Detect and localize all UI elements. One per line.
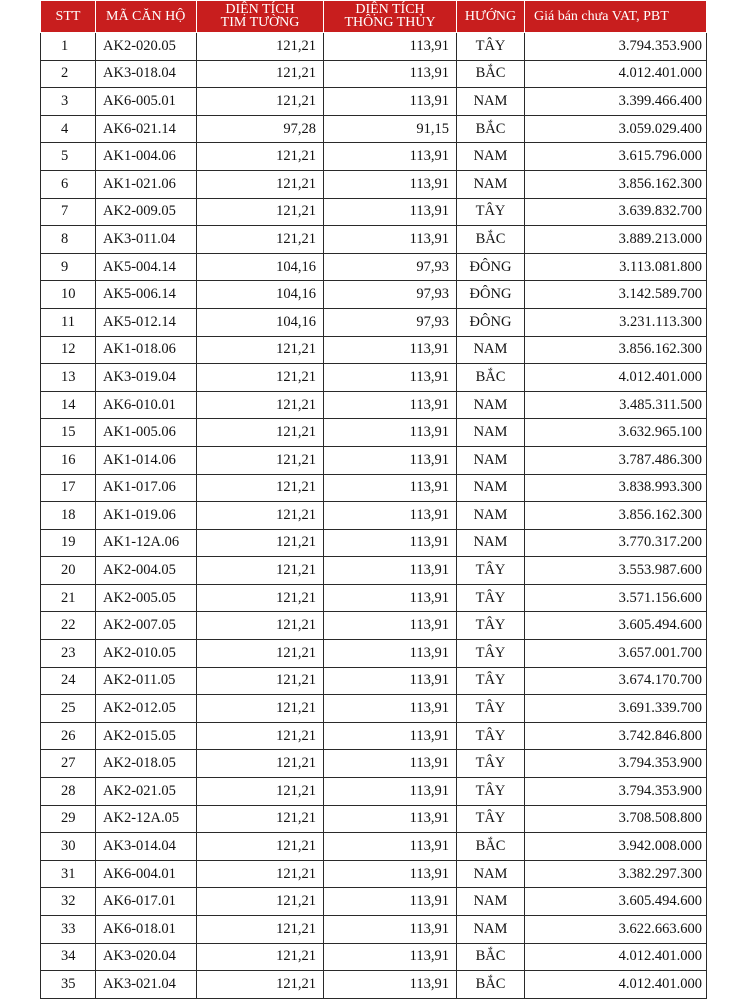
cell-gia-ban: 3.794.353.900 bbox=[525, 750, 707, 778]
cell-ma-can-ho: AK6-018.01 bbox=[96, 916, 197, 944]
cell-dien-tich-tim-tuong: 121,21 bbox=[197, 943, 324, 971]
cell-dien-tich-thong-thuy: 91,15 bbox=[324, 115, 457, 143]
cell-dien-tich-tim-tuong: 121,21 bbox=[197, 198, 324, 226]
cell-dien-tich-thong-thuy: 113,91 bbox=[324, 336, 457, 364]
cell-stt: 10 bbox=[41, 281, 96, 309]
cell-stt: 6 bbox=[41, 170, 96, 198]
cell-dien-tich-tim-tuong: 121,21 bbox=[197, 33, 324, 61]
cell-huong: TÂY bbox=[457, 612, 525, 640]
cell-dien-tich-tim-tuong: 121,21 bbox=[197, 170, 324, 198]
header-dien-tich-thong-thuy-line2: THÔNG THỦY bbox=[344, 15, 436, 30]
cell-ma-can-ho: AK1-005.06 bbox=[96, 419, 197, 447]
table-row bbox=[41, 308, 707, 336]
table-row bbox=[41, 722, 707, 750]
table-row bbox=[41, 253, 707, 281]
cell-stt: 19 bbox=[41, 529, 96, 557]
cell-gia-ban: 3.708.508.800 bbox=[525, 805, 707, 833]
cell-ma-can-ho: AK3-020.04 bbox=[96, 943, 197, 971]
cell-dien-tich-tim-tuong: 97,28 bbox=[197, 115, 324, 143]
cell-ma-can-ho: AK2-015.05 bbox=[96, 722, 197, 750]
cell-ma-can-ho: AK3-019.04 bbox=[96, 364, 197, 392]
cell-dien-tich-tim-tuong: 121,21 bbox=[197, 778, 324, 806]
cell-ma-can-ho: AK2-009.05 bbox=[96, 198, 197, 226]
cell-huong: TÂY bbox=[457, 557, 525, 585]
cell-dien-tich-tim-tuong: 121,21 bbox=[197, 336, 324, 364]
header-gia-ban: Giá bán chưa VAT, PBT bbox=[525, 1, 707, 33]
table-row bbox=[41, 778, 707, 806]
cell-huong: BẮC bbox=[457, 971, 525, 999]
cell-gia-ban: 3.605.494.600 bbox=[525, 888, 707, 916]
cell-huong: NAM bbox=[457, 888, 525, 916]
cell-gia-ban: 3.142.589.700 bbox=[525, 281, 707, 309]
header-row bbox=[41, 1, 707, 33]
table-row bbox=[41, 557, 707, 585]
cell-stt: 4 bbox=[41, 115, 96, 143]
cell-huong: NAM bbox=[457, 474, 525, 502]
cell-dien-tich-tim-tuong: 121,21 bbox=[197, 722, 324, 750]
cell-huong: NAM bbox=[457, 391, 525, 419]
cell-gia-ban: 3.856.162.300 bbox=[525, 170, 707, 198]
cell-stt: 14 bbox=[41, 391, 96, 419]
cell-dien-tich-tim-tuong: 121,21 bbox=[197, 60, 324, 88]
cell-ma-can-ho: AK1-017.06 bbox=[96, 474, 197, 502]
cell-huong: TÂY bbox=[457, 695, 525, 723]
cell-dien-tich-thong-thuy: 113,91 bbox=[324, 419, 457, 447]
cell-dien-tich-tim-tuong: 121,21 bbox=[197, 860, 324, 888]
table-row bbox=[41, 364, 707, 392]
cell-dien-tich-thong-thuy: 97,93 bbox=[324, 308, 457, 336]
cell-ma-can-ho: AK2-005.05 bbox=[96, 584, 197, 612]
table-row bbox=[41, 446, 707, 474]
cell-dien-tich-thong-thuy: 113,91 bbox=[324, 833, 457, 861]
cell-dien-tich-tim-tuong: 121,21 bbox=[197, 805, 324, 833]
apartment-price-table bbox=[40, 0, 707, 999]
cell-dien-tich-thong-thuy: 113,91 bbox=[324, 474, 457, 502]
cell-dien-tich-tim-tuong: 121,21 bbox=[197, 833, 324, 861]
cell-gia-ban: 4.012.401.000 bbox=[525, 971, 707, 999]
cell-huong: NAM bbox=[457, 529, 525, 557]
cell-dien-tich-thong-thuy: 97,93 bbox=[324, 253, 457, 281]
header-dien-tich-thong-thuy-line1: DIỆN TÍCH bbox=[355, 2, 425, 17]
cell-ma-can-ho: AK5-004.14 bbox=[96, 253, 197, 281]
header-dien-tich-thong-thuy bbox=[324, 1, 457, 33]
cell-gia-ban: 3.553.987.600 bbox=[525, 557, 707, 585]
cell-dien-tich-tim-tuong: 121,21 bbox=[197, 364, 324, 392]
cell-gia-ban: 3.059.029.400 bbox=[525, 115, 707, 143]
table-row bbox=[41, 60, 707, 88]
cell-gia-ban: 3.485.311.500 bbox=[525, 391, 707, 419]
cell-gia-ban: 3.382.297.300 bbox=[525, 860, 707, 888]
cell-stt: 34 bbox=[41, 943, 96, 971]
cell-stt: 28 bbox=[41, 778, 96, 806]
cell-dien-tich-thong-thuy: 113,91 bbox=[324, 584, 457, 612]
cell-dien-tich-thong-thuy: 113,91 bbox=[324, 778, 457, 806]
cell-stt: 33 bbox=[41, 916, 96, 944]
cell-huong: NAM bbox=[457, 170, 525, 198]
cell-dien-tich-thong-thuy: 113,91 bbox=[324, 529, 457, 557]
cell-huong: TÂY bbox=[457, 722, 525, 750]
cell-huong: BẮC bbox=[457, 226, 525, 254]
cell-ma-can-ho: AK6-021.14 bbox=[96, 115, 197, 143]
cell-huong: NAM bbox=[457, 916, 525, 944]
cell-gia-ban: 3.889.213.000 bbox=[525, 226, 707, 254]
cell-dien-tich-thong-thuy: 113,91 bbox=[324, 640, 457, 668]
cell-huong: ĐÔNG bbox=[457, 253, 525, 281]
cell-dien-tich-tim-tuong: 121,21 bbox=[197, 888, 324, 916]
cell-dien-tich-thong-thuy: 113,91 bbox=[324, 695, 457, 723]
cell-ma-can-ho: AK2-004.05 bbox=[96, 557, 197, 585]
cell-dien-tich-thong-thuy: 113,91 bbox=[324, 60, 457, 88]
cell-dien-tich-thong-thuy: 113,91 bbox=[324, 170, 457, 198]
cell-dien-tich-thong-thuy: 113,91 bbox=[324, 198, 457, 226]
cell-dien-tich-thong-thuy: 113,91 bbox=[324, 943, 457, 971]
cell-dien-tich-thong-thuy: 113,91 bbox=[324, 446, 457, 474]
table-row bbox=[41, 143, 707, 171]
cell-stt: 35 bbox=[41, 971, 96, 999]
cell-gia-ban: 4.012.401.000 bbox=[525, 60, 707, 88]
cell-stt: 24 bbox=[41, 667, 96, 695]
cell-gia-ban: 3.691.339.700 bbox=[525, 695, 707, 723]
cell-stt: 2 bbox=[41, 60, 96, 88]
cell-dien-tich-tim-tuong: 121,21 bbox=[197, 529, 324, 557]
cell-gia-ban: 3.615.796.000 bbox=[525, 143, 707, 171]
table-row bbox=[41, 336, 707, 364]
table-row bbox=[41, 33, 707, 61]
cell-ma-can-ho: AK1-019.06 bbox=[96, 502, 197, 530]
table-row bbox=[41, 529, 707, 557]
table-row bbox=[41, 198, 707, 226]
cell-ma-can-ho: AK6-005.01 bbox=[96, 88, 197, 116]
table-row bbox=[41, 916, 707, 944]
cell-gia-ban: 3.742.846.800 bbox=[525, 722, 707, 750]
cell-ma-can-ho: AK1-021.06 bbox=[96, 170, 197, 198]
cell-stt: 12 bbox=[41, 336, 96, 364]
table-row bbox=[41, 474, 707, 502]
cell-huong: TÂY bbox=[457, 640, 525, 668]
cell-gia-ban: 3.632.965.100 bbox=[525, 419, 707, 447]
cell-ma-can-ho: AK2-007.05 bbox=[96, 612, 197, 640]
cell-huong: NAM bbox=[457, 446, 525, 474]
cell-huong: NAM bbox=[457, 88, 525, 116]
cell-ma-can-ho: AK3-014.04 bbox=[96, 833, 197, 861]
cell-ma-can-ho: AK2-12A.05 bbox=[96, 805, 197, 833]
cell-stt: 13 bbox=[41, 364, 96, 392]
cell-stt: 17 bbox=[41, 474, 96, 502]
cell-gia-ban: 3.571.156.600 bbox=[525, 584, 707, 612]
cell-stt: 31 bbox=[41, 860, 96, 888]
cell-dien-tich-tim-tuong: 121,21 bbox=[197, 750, 324, 778]
cell-dien-tich-thong-thuy: 113,91 bbox=[324, 33, 457, 61]
cell-gia-ban: 4.012.401.000 bbox=[525, 364, 707, 392]
cell-gia-ban: 3.794.353.900 bbox=[525, 778, 707, 806]
cell-ma-can-ho: AK5-006.14 bbox=[96, 281, 197, 309]
cell-gia-ban: 3.856.162.300 bbox=[525, 502, 707, 530]
cell-gia-ban: 3.113.081.800 bbox=[525, 253, 707, 281]
cell-huong: BẮC bbox=[457, 833, 525, 861]
cell-huong: ĐÔNG bbox=[457, 308, 525, 336]
cell-dien-tich-thong-thuy: 113,91 bbox=[324, 391, 457, 419]
table-row bbox=[41, 115, 707, 143]
table-row bbox=[41, 170, 707, 198]
cell-dien-tich-thong-thuy: 113,91 bbox=[324, 750, 457, 778]
header-dien-tich-tim-tuong-line1: DIỆN TÍCH bbox=[225, 2, 295, 17]
cell-stt: 27 bbox=[41, 750, 96, 778]
table-row bbox=[41, 833, 707, 861]
table-row bbox=[41, 860, 707, 888]
cell-huong: BẮC bbox=[457, 364, 525, 392]
cell-gia-ban: 3.942.008.000 bbox=[525, 833, 707, 861]
cell-ma-can-ho: AK3-021.04 bbox=[96, 971, 197, 999]
header-huong: HƯỚNG bbox=[457, 1, 525, 33]
cell-gia-ban: 3.794.353.900 bbox=[525, 33, 707, 61]
cell-dien-tich-tim-tuong: 121,21 bbox=[197, 695, 324, 723]
cell-ma-can-ho: AK2-010.05 bbox=[96, 640, 197, 668]
cell-dien-tich-tim-tuong: 121,21 bbox=[197, 971, 324, 999]
cell-dien-tich-thong-thuy: 113,91 bbox=[324, 722, 457, 750]
cell-gia-ban: 3.838.993.300 bbox=[525, 474, 707, 502]
cell-dien-tich-tim-tuong: 121,21 bbox=[197, 143, 324, 171]
cell-dien-tich-tim-tuong: 104,16 bbox=[197, 308, 324, 336]
cell-dien-tich-tim-tuong: 121,21 bbox=[197, 391, 324, 419]
cell-dien-tich-thong-thuy: 113,91 bbox=[324, 226, 457, 254]
table-row bbox=[41, 419, 707, 447]
cell-dien-tich-thong-thuy: 113,91 bbox=[324, 557, 457, 585]
table-row bbox=[41, 750, 707, 778]
cell-huong: NAM bbox=[457, 502, 525, 530]
cell-ma-can-ho: AK1-004.06 bbox=[96, 143, 197, 171]
cell-dien-tich-thong-thuy: 113,91 bbox=[324, 971, 457, 999]
cell-dien-tich-tim-tuong: 121,21 bbox=[197, 640, 324, 668]
cell-gia-ban: 3.674.170.700 bbox=[525, 667, 707, 695]
cell-dien-tich-tim-tuong: 121,21 bbox=[197, 557, 324, 585]
cell-dien-tich-tim-tuong: 121,21 bbox=[197, 667, 324, 695]
cell-huong: NAM bbox=[457, 143, 525, 171]
cell-dien-tich-tim-tuong: 121,21 bbox=[197, 502, 324, 530]
cell-dien-tich-tim-tuong: 121,21 bbox=[197, 474, 324, 502]
table-body bbox=[41, 33, 707, 999]
header-dien-tich-tim-tuong bbox=[197, 1, 324, 33]
cell-huong: NAM bbox=[457, 860, 525, 888]
cell-dien-tich-tim-tuong: 121,21 bbox=[197, 419, 324, 447]
cell-stt: 7 bbox=[41, 198, 96, 226]
cell-huong: TÂY bbox=[457, 667, 525, 695]
cell-stt: 21 bbox=[41, 584, 96, 612]
table-row bbox=[41, 971, 707, 999]
cell-huong: TÂY bbox=[457, 805, 525, 833]
cell-huong: BẮC bbox=[457, 60, 525, 88]
cell-gia-ban: 3.639.832.700 bbox=[525, 198, 707, 226]
cell-huong: TÂY bbox=[457, 33, 525, 61]
cell-stt: 16 bbox=[41, 446, 96, 474]
cell-stt: 11 bbox=[41, 308, 96, 336]
table-row bbox=[41, 612, 707, 640]
cell-dien-tich-thong-thuy: 113,91 bbox=[324, 502, 457, 530]
cell-ma-can-ho: AK2-012.05 bbox=[96, 695, 197, 723]
cell-ma-can-ho: AK2-021.05 bbox=[96, 778, 197, 806]
cell-huong: BẮC bbox=[457, 115, 525, 143]
table-row bbox=[41, 695, 707, 723]
cell-ma-can-ho: AK6-010.01 bbox=[96, 391, 197, 419]
cell-huong: TÂY bbox=[457, 198, 525, 226]
cell-ma-can-ho: AK6-004.01 bbox=[96, 860, 197, 888]
cell-ma-can-ho: AK1-014.06 bbox=[96, 446, 197, 474]
cell-gia-ban: 3.399.466.400 bbox=[525, 88, 707, 116]
cell-huong: TÂY bbox=[457, 778, 525, 806]
cell-ma-can-ho: AK2-011.05 bbox=[96, 667, 197, 695]
header-dien-tich-tim-tuong-line2: TIM TƯỜNG bbox=[220, 15, 300, 30]
header-ma-can-ho: MÃ CĂN HỘ bbox=[96, 1, 197, 33]
header-stt: STT bbox=[41, 1, 96, 33]
cell-ma-can-ho: AK2-018.05 bbox=[96, 750, 197, 778]
table-row bbox=[41, 502, 707, 530]
cell-stt: 26 bbox=[41, 722, 96, 750]
cell-stt: 3 bbox=[41, 88, 96, 116]
cell-ma-can-ho: AK3-011.04 bbox=[96, 226, 197, 254]
table-row bbox=[41, 667, 707, 695]
cell-dien-tich-thong-thuy: 113,91 bbox=[324, 888, 457, 916]
cell-dien-tich-tim-tuong: 104,16 bbox=[197, 281, 324, 309]
table-header bbox=[41, 1, 707, 33]
cell-dien-tich-tim-tuong: 121,21 bbox=[197, 916, 324, 944]
cell-dien-tich-thong-thuy: 113,91 bbox=[324, 860, 457, 888]
cell-stt: 9 bbox=[41, 253, 96, 281]
cell-gia-ban: 3.856.162.300 bbox=[525, 336, 707, 364]
cell-huong: NAM bbox=[457, 336, 525, 364]
cell-gia-ban: 3.622.663.600 bbox=[525, 916, 707, 944]
cell-stt: 25 bbox=[41, 695, 96, 723]
cell-dien-tich-tim-tuong: 121,21 bbox=[197, 584, 324, 612]
cell-huong: BẮC bbox=[457, 943, 525, 971]
cell-dien-tich-tim-tuong: 121,21 bbox=[197, 612, 324, 640]
cell-dien-tich-tim-tuong: 104,16 bbox=[197, 253, 324, 281]
cell-gia-ban: 3.605.494.600 bbox=[525, 612, 707, 640]
cell-dien-tich-thong-thuy: 113,91 bbox=[324, 612, 457, 640]
cell-huong: ĐÔNG bbox=[457, 281, 525, 309]
cell-ma-can-ho: AK5-012.14 bbox=[96, 308, 197, 336]
cell-dien-tich-tim-tuong: 121,21 bbox=[197, 446, 324, 474]
cell-gia-ban: 3.787.486.300 bbox=[525, 446, 707, 474]
cell-stt: 22 bbox=[41, 612, 96, 640]
cell-stt: 20 bbox=[41, 557, 96, 585]
table-row bbox=[41, 88, 707, 116]
cell-stt: 5 bbox=[41, 143, 96, 171]
cell-stt: 23 bbox=[41, 640, 96, 668]
cell-dien-tich-thong-thuy: 113,91 bbox=[324, 916, 457, 944]
cell-dien-tich-tim-tuong: 121,21 bbox=[197, 88, 324, 116]
table-row bbox=[41, 281, 707, 309]
cell-ma-can-ho: AK1-12A.06 bbox=[96, 529, 197, 557]
cell-gia-ban: 3.231.113.300 bbox=[525, 308, 707, 336]
cell-stt: 18 bbox=[41, 502, 96, 530]
cell-dien-tich-thong-thuy: 113,91 bbox=[324, 88, 457, 116]
cell-stt: 15 bbox=[41, 419, 96, 447]
cell-stt: 8 bbox=[41, 226, 96, 254]
cell-ma-can-ho: AK3-018.04 bbox=[96, 60, 197, 88]
cell-dien-tich-tim-tuong: 121,21 bbox=[197, 226, 324, 254]
table-row bbox=[41, 640, 707, 668]
table-row bbox=[41, 226, 707, 254]
cell-ma-can-ho: AK6-017.01 bbox=[96, 888, 197, 916]
table-row bbox=[41, 391, 707, 419]
cell-ma-can-ho: AK2-020.05 bbox=[96, 33, 197, 61]
cell-ma-can-ho: AK1-018.06 bbox=[96, 336, 197, 364]
cell-gia-ban: 4.012.401.000 bbox=[525, 943, 707, 971]
cell-dien-tich-thong-thuy: 113,91 bbox=[324, 143, 457, 171]
table-row bbox=[41, 584, 707, 612]
cell-gia-ban: 3.657.001.700 bbox=[525, 640, 707, 668]
cell-dien-tich-thong-thuy: 113,91 bbox=[324, 667, 457, 695]
cell-stt: 29 bbox=[41, 805, 96, 833]
cell-dien-tich-thong-thuy: 97,93 bbox=[324, 281, 457, 309]
cell-huong: NAM bbox=[457, 419, 525, 447]
table-row bbox=[41, 888, 707, 916]
cell-stt: 30 bbox=[41, 833, 96, 861]
cell-stt: 1 bbox=[41, 33, 96, 61]
cell-dien-tich-thong-thuy: 113,91 bbox=[324, 364, 457, 392]
price-list-sheet bbox=[40, 0, 706, 999]
cell-gia-ban: 3.770.317.200 bbox=[525, 529, 707, 557]
table-row bbox=[41, 943, 707, 971]
cell-dien-tich-thong-thuy: 113,91 bbox=[324, 805, 457, 833]
cell-huong: TÂY bbox=[457, 584, 525, 612]
cell-huong: TÂY bbox=[457, 750, 525, 778]
table-row bbox=[41, 805, 707, 833]
cell-stt: 32 bbox=[41, 888, 96, 916]
